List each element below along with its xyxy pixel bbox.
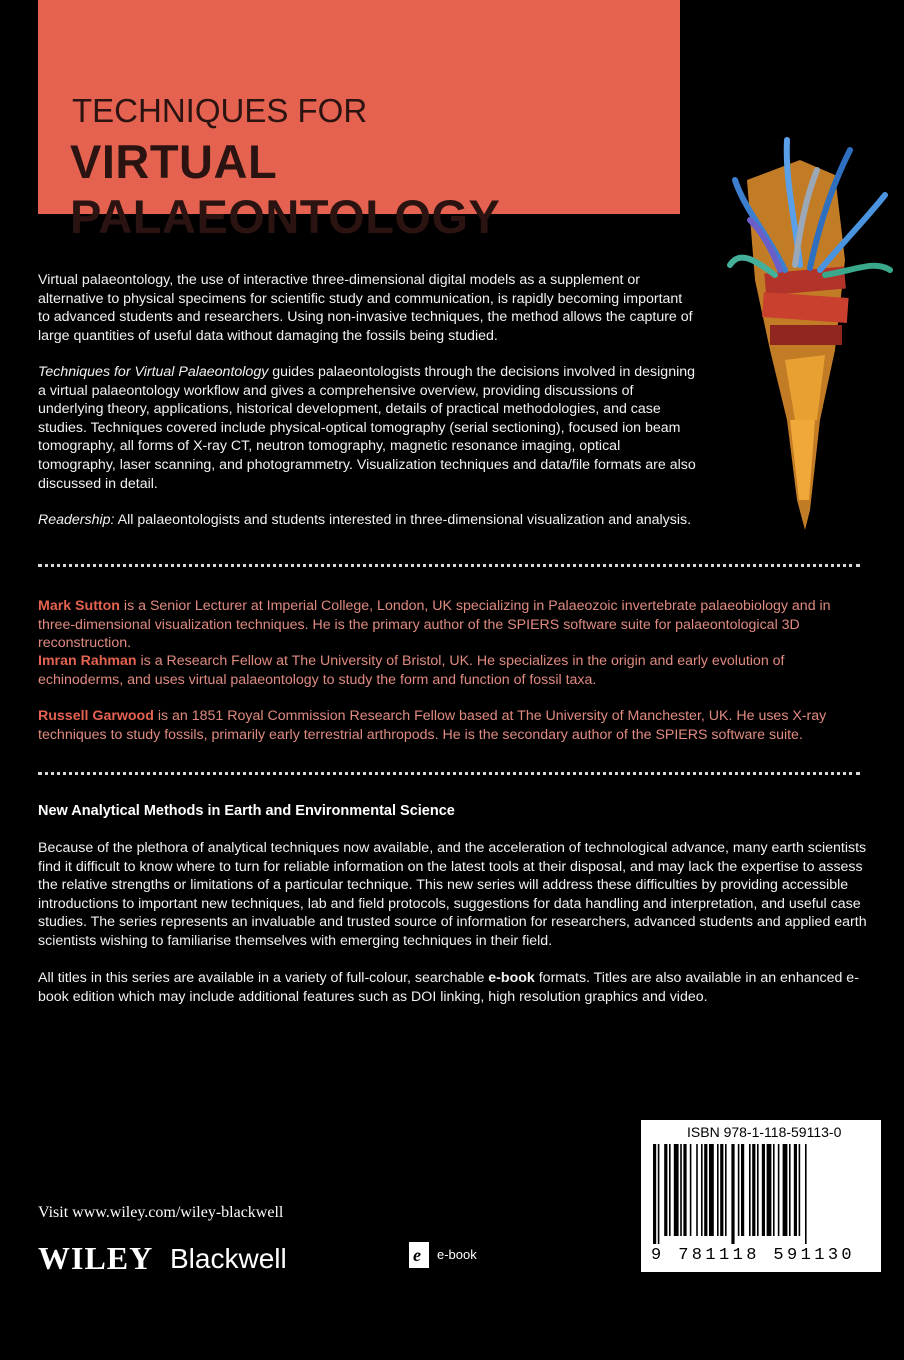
barcode-bar bbox=[709, 1144, 714, 1236]
blackwell-logo: Blackwell bbox=[170, 1243, 287, 1274]
description-text-2: guides palaeontologists through the decisions involved in designing a virtual palaeontology workflow and gives a comprehensive overview, providing discussions of underlying theory, applications, historical development, details of practical methodologies, and case studies. Techniques covered include physical-optical tomography (serial sectioning), focused ion beam tomography, all forms of X-ray CT, neutron tomography, magnetic resonance imaging, optical tomography, laser scanning, and photogrammetry. Visualization techniques and data/file formats are also discussed in detail. bbox=[38, 364, 696, 492]
barcode-bar bbox=[805, 1144, 807, 1244]
barcode-bar bbox=[731, 1144, 734, 1244]
title-banner bbox=[38, 0, 680, 243]
author-name: Mark Sutton bbox=[38, 598, 120, 614]
barcode-bar bbox=[767, 1144, 772, 1236]
ebook-icon bbox=[409, 1242, 429, 1268]
dotted-divider-2 bbox=[38, 772, 860, 775]
description-paragraph-2 bbox=[38, 363, 698, 493]
barcode-bar bbox=[658, 1144, 660, 1244]
title-line-2: VIRTUAL PALAEONTOLOGY bbox=[70, 135, 501, 243]
author-bio-rahman bbox=[38, 652, 858, 689]
barcode-bar bbox=[720, 1144, 723, 1236]
wiley-logo: WILEY bbox=[38, 1240, 154, 1276]
barcode-bar bbox=[725, 1144, 727, 1236]
barcode-digits: 9 781118 591130 bbox=[651, 1246, 856, 1265]
barcode-bar bbox=[664, 1144, 667, 1236]
barcode-bar bbox=[683, 1144, 686, 1236]
barcode-bar bbox=[789, 1144, 791, 1236]
readership-text: All palaeontologists and students interested in three-dimensional visualization and analysis. bbox=[114, 512, 692, 528]
barcode-bar bbox=[690, 1144, 692, 1236]
readership-paragraph bbox=[38, 511, 698, 530]
barcode-bar bbox=[653, 1144, 656, 1244]
barcode-bar bbox=[717, 1144, 719, 1236]
barcode-bar bbox=[762, 1144, 765, 1236]
visit-url-text: Visit www.wiley.com/wiley-blackwell bbox=[38, 1204, 284, 1221]
svg-text:e: e bbox=[413, 1245, 421, 1265]
barcode-bar bbox=[783, 1144, 788, 1236]
barcode-bar bbox=[749, 1144, 751, 1236]
series-paragraph-1 bbox=[38, 839, 868, 951]
barcode-bar bbox=[799, 1144, 801, 1236]
book-title-italic: Techniques for Virtual Palaeontology bbox=[38, 364, 269, 380]
barcode-bar bbox=[794, 1144, 797, 1236]
readership-label: Readership: bbox=[38, 512, 115, 528]
ebook-label: e-book bbox=[437, 1247, 477, 1262]
series-paragraph-2 bbox=[38, 969, 868, 1006]
series-text-2b: formats. Titles are also available in an enhanced e-book edition which may include additional features such as DOI linking, high resolution graphics and video. bbox=[38, 970, 859, 1005]
title-line-1: TECHNIQUES FOR bbox=[72, 92, 368, 129]
barcode-bar bbox=[757, 1144, 759, 1236]
author-bio: is a Research Fellow at The University of Bristol, UK. He specializes in the origin and early evolution of echinoderms, and uses virtual palaeontology to study the form and function of fossil taxa. bbox=[38, 653, 785, 688]
isbn-number: ISBN 978-1-118-59113-0 bbox=[687, 1124, 842, 1140]
barcode-bar bbox=[669, 1144, 671, 1236]
author-bio: is an 1851 Royal Commission Research Fellow based at The University of Manchester, UK. He uses X-ray techniques to study fossils, primarily early terrestrial arthropods. He is the secondary author of the SPIERS software suite. bbox=[38, 708, 827, 743]
author-name: Russell Garwood bbox=[38, 708, 154, 724]
barcode-bar bbox=[701, 1144, 703, 1236]
barcode-bars bbox=[653, 1144, 869, 1244]
barcode-bar bbox=[738, 1144, 740, 1236]
series-text-2a: All titles in this series are available in a variety of full-colour, searchable bbox=[38, 970, 489, 986]
fossil-3d-model-image bbox=[725, 120, 895, 540]
author-bio-garwood bbox=[38, 707, 858, 744]
ebook-bold: e-book bbox=[488, 970, 535, 986]
isbn-barcode bbox=[641, 1120, 881, 1272]
series-title: New Analytical Methods in Earth and Environmental Science bbox=[38, 803, 455, 819]
barcode-bar bbox=[741, 1144, 744, 1236]
barcode-bar bbox=[752, 1144, 755, 1236]
author-bio: is a Senior Lecturer at Imperial College, London, UK specializing in Palaeozoic invertebrate palaeobiology and in three-dimensional visualization techniques. He is the primary author of the SPIERS software suite for palaeontological 3D reconstruction. bbox=[38, 598, 831, 652]
dotted-divider-1 bbox=[38, 564, 860, 567]
series-text-1: Because of the plethora of analytical techniques now available, and the acceleration of technological advance, many earth scientists find it difficult to know where to turn for reliable information on the latest tools at their disposal, and may lack the expertise to assess the relative strengths or limitations of a particular technique. This new series will address these difficulties by providing accessible introductions to important new techniques, lab and field protocols, suggestions for data handling and interpretation, and useful case studies. The series represents an invaluable and trusted source of information for researchers, advanced students and applied earth scientists wishing to familiarise themselves with emerging techniques in their field. bbox=[38, 840, 867, 949]
barcode-bar bbox=[674, 1144, 679, 1236]
barcode-bar bbox=[696, 1144, 698, 1236]
description-text-1: Virtual palaeontology, the use of interactive three-dimensional digital models as a supplement or alternative to physical specimens for scientific study and communication, is rapidly becoming important to advanced students and researchers. Using non-invasive techniques, the method allows the capture of large quantities of useful data without damaging the fossils being studied. bbox=[38, 272, 693, 344]
author-name: Imran Rahman bbox=[38, 653, 137, 669]
description-paragraph-1 bbox=[38, 271, 698, 345]
barcode-bar bbox=[773, 1144, 775, 1236]
author-bio-sutton bbox=[38, 597, 858, 653]
barcode-bar bbox=[680, 1144, 682, 1236]
barcode-bar bbox=[778, 1144, 780, 1236]
barcode-bar bbox=[704, 1144, 707, 1236]
